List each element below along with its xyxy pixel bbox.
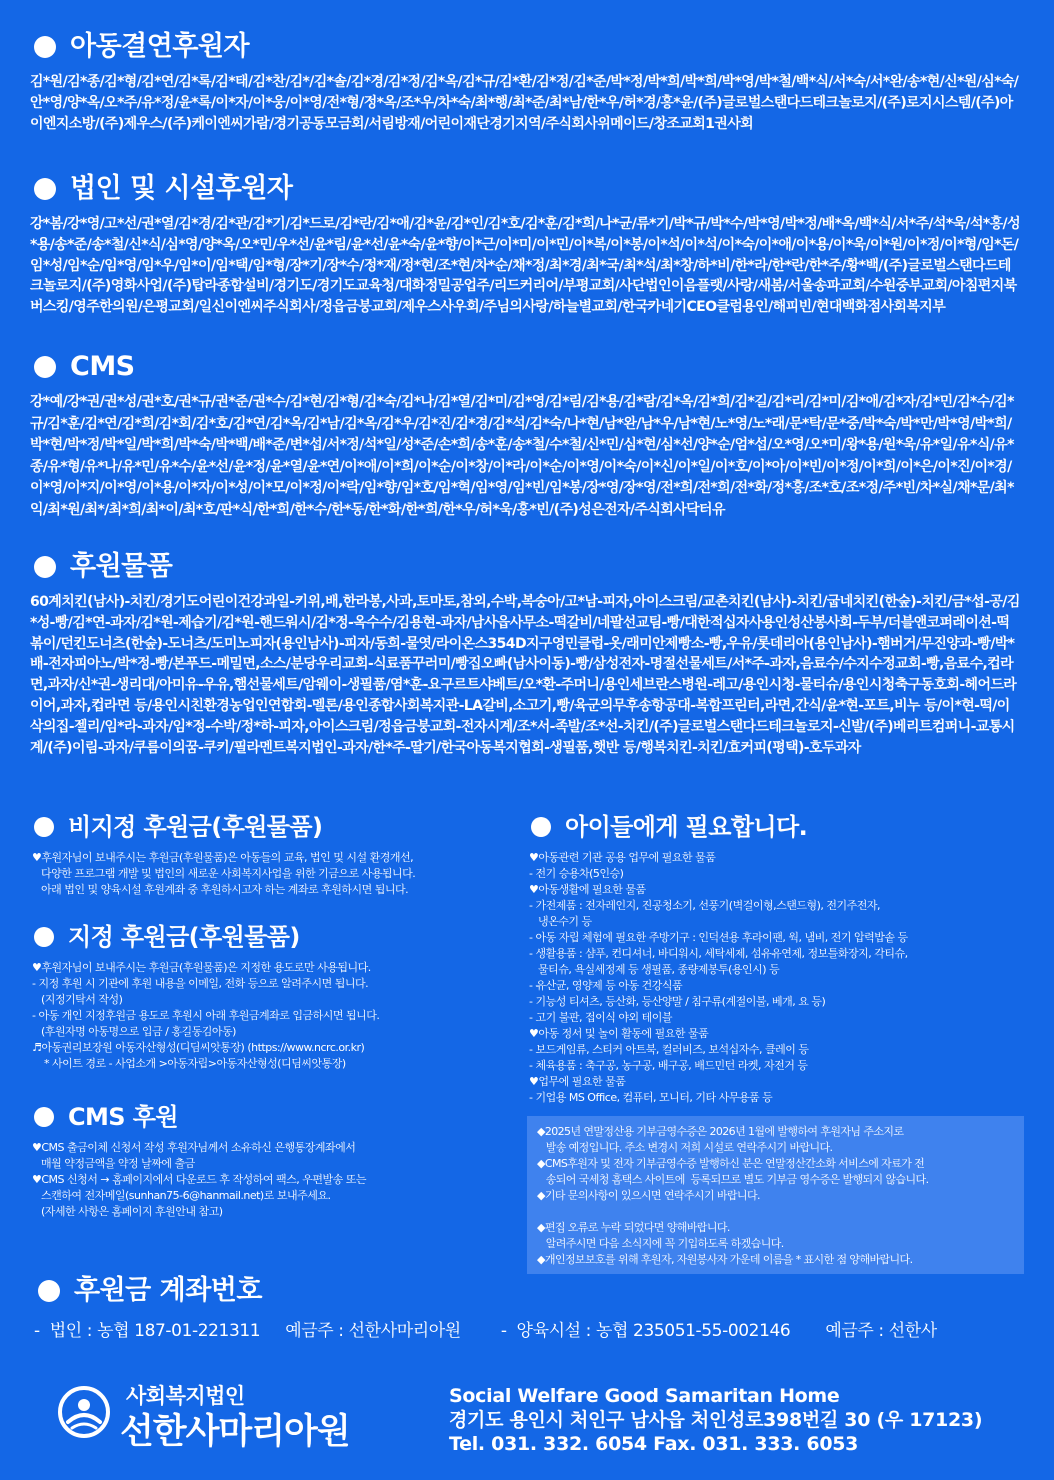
cms-support-heading xyxy=(30,1102,510,1132)
cms-support-title: CMS 후원 xyxy=(68,1103,178,1131)
english-name: Social Welfare Good Samaritan Home xyxy=(449,1385,840,1407)
corporate-sponsors-title: 법인 및 시설후원자 xyxy=(70,173,293,204)
corporate-sponsors-section xyxy=(30,172,1020,318)
bullet-icon xyxy=(34,178,56,200)
org-name: 선한사마리아원 xyxy=(120,1412,350,1452)
org-logo xyxy=(58,1380,388,1460)
cms-title: CMS xyxy=(70,351,135,382)
cms-support-section xyxy=(30,1102,510,1220)
corporate-sponsors-list: 강*봄/강*영/고*선/권*열/김*경/김*관/김*기/김*드로/김*란/김*애/김*윤/김*인/김*호/김*훈/김*희/나*균/류*기/박*규/박*수/박*영/박*정/배*옥/백*식/서*주/석*욱/석*홍/성*용/송*준/송*철/신*식/심*영/양*옥/오*민/우*선/윤*림/윤*선/윤*숙/윤*향/이*근/이*미/이*민/이*복/이*봉/이*석/이*석/이*숙/이*애/이*용/이*욱/이*원/이*정/이*형/임*돈/임*성/임*순/임*영/임*우/임*이/임*택/임*형/장*기/장*수/정*재/정*현/조*현/차*순/채*정/최*경/최*국/최*석/최*창/하*비/한*라/한*란/한*주/황*백/(주)글로벌스탠다드테크놀로지/(주)영화사업/(주)탑라종합설비/경기도/경기도교육청/대화정밀공업주/리드커리어/부평교회/사단법인이음플랫/사랑/새봄/서울송파교회/수원중부교회/아침편지북버스킹/영주한의원/은평교회/일신이엔씨주식회사/정읍금붕교회/제우스사우회/주님의사랑/하늘별교회/한국카네기CEO클럽용인/해피빈/현대백화점사회복지부 xyxy=(30,216,1020,316)
designated-title: 지정 후원금(후원물품) xyxy=(68,923,300,951)
undesignated-heading xyxy=(30,812,510,842)
designated-text: ♥후원자님이 보내주시는 후원금(후원물품)은 지정한 용도로만 사용됩니다. - 지정 후원 시 기관에 후원 내용을 이메일, 전화 등으로 알려주시면 됩니다. (지정기탁서 작성) - 아동 개인 지정후원금 용도로 후원시 아래 후원금계좌로 입금하시면 됩니다. (후원자명 아동명으로 입금 / 홍길동김아동) ♬아동권리보장원 아동자산형성(디딤씨앗통장) (https://www.ncrc.or.kr) * 사이트 경로 - 사업소개 >아동자립>아동자산형성(디딤씨앗통장) xyxy=(32,961,380,1070)
goods-list: 60계치킨(남사)-치킨/경기도어린이건강과일-키위,배,한라봉,사과,토마토,참외,수박,복숭아/고*남-피자,아이스크림/교촌치킨(남사)-치킨/굽네치킨(한숲)-치킨/금*섭-공/김*성-빵/김*연-과자/김*원-제습기/김*원-핸드워시/김*정-옥수수/김용현-과자/남사읍사무소-떡갈비/네팔선교팀-빵/대한적십자사용인성산봉사회-두부/더블앤코퍼레이션-떡볶이/던킨도너츠(한숲)-도너츠/도미노피자(용인남사)-피자/동희-물엿/라이온스354D지구영민클럽-옷/래미안제빵소-빵,우유/롯데리아(용인남사)-햄버거/무진양과-빵/박*배-전자피아노/박*정-빵/본푸드-메밀면,소스/분당우리교회-식료품꾸러미/빵집오빠(남사이동)-빵/삼성전자-명절선물세트/서*주-과자,음료수/수지수정교회-빵,음료수,컵라면,과자/신*권-생리대/아미유-우유,햄선물세트/암웨이-생필품/염*훈-요구르트샤베트/오*환-주머니/용인세브란스병원-레고/용인시청-물티슈/용인시청축구동호회-헤어드라이어,과자,컵라면 등/용인시친환경농업인연합회-멜론/용인종합사회복지관-LA갈비,소고기,빵/육군의무후송항공대-복합프린터,라면,간식/윤*현-포트,비누 등/이*현-떡/이삭의집-젤리/임*라-과자/임*정-수박/정*하-피자,아이스크림/정읍금붕교회-전자시계/조*서-족발/조*선-치킨/(주)글로벌스탠다드테크놀로지-신발/(주)베리트컴퍼니-교통시계/(주)이림-과자/쿠름이의꿈-쿠키/필라멘트복지법인-과자/한*주-딸기/한국아동복지협회-생필품,햇반 등/행복치킨-치킨/효커피(평택)-호두과자 xyxy=(30,594,1020,756)
bullet-icon xyxy=(38,1280,60,1302)
child-sponsors-heading xyxy=(30,30,1020,64)
cms-support-text: ♥CMS 출금이체 신청서 작성 후원자님께서 소유하신 은행통장계좌에서 매월 약정금액을 약정 날짜에 출금 ♥CMS 신청서 → 홈페이지에서 다운로드 후 작성하여 팩스, 우편발송 또는 스캔하여 전자메일(sunhan75-6@hanmail.net)로 보내주세요. (자세한 사항은 홈페이지 후원안내 참고) xyxy=(32,1141,366,1218)
notice-box: ◆2025년 연말정산용 기부금영수증은 2026년 1월에 발행하여 후원자님 주소지로 발송 예정입니다. 주소 변경시 저희 시설로 연락주시기 바랍니다. ◆CMS후원자 및 전자 기부금영수증 발행하신 분은 연말정산간소화 서비스에 자료가 전 송되어 국세청 홈택스 사이트에 등록되므로 별도 기부금 영수증은 발행되지 않습니다. ◆기타 문의사항이 있으시면 연락주시기 바랍니다. ◆편집 오류로 누락 되었다면 양해바랍니다. 알려주시면 다음 소식지에 꼭 기입하도록 하겠습니다. ◆개인정보보호를 위해 후원자, 자원봉사자 가운데 이름을 * 표시한 점 양해바랍니다. xyxy=(527,1116,1024,1274)
designated-section xyxy=(30,922,510,1072)
bullet-icon xyxy=(34,817,54,837)
undesignated-section xyxy=(30,812,510,898)
bullet-icon xyxy=(34,927,54,947)
cms-section xyxy=(30,350,1020,521)
bullet-icon xyxy=(34,36,56,58)
contact: Tel. 031. 332. 6054 Fax. 031. 333. 6053 xyxy=(449,1433,859,1455)
corporate-sponsors-heading xyxy=(30,172,1020,206)
bullet-icon xyxy=(531,817,551,837)
accounts-section xyxy=(30,1274,1020,1308)
org-type: 사회복지법인 xyxy=(126,1384,245,1408)
child-sponsors-title: 아동결연후원자 xyxy=(70,31,250,62)
accounts-title: 후원금 계좌번호 xyxy=(74,1275,262,1306)
undesignated-text: ♥후원자님이 보내주시는 후원금(후원물품)은 아동들의 교육, 법인 및 시설 환경개선, 다양한 프로그램 개발 및 법인의 새로운 사회복지사업을 위한 기금으로 사용됩니다. 아래 법인 및 양육시설 후원계좌 중 후원하시고자 하는 계좌로 후원하시면 됩니다. xyxy=(32,851,416,896)
goods-section xyxy=(30,550,1020,758)
address: 경기도 용인시 처인구 남사읍 처인성로398번길 30 (우 17123) xyxy=(449,1409,983,1431)
needs-heading xyxy=(527,812,1027,842)
samaritan-logo-icon xyxy=(58,1386,110,1438)
footer-info xyxy=(449,1384,1029,1456)
child-sponsors-list: 김*원/김*종/김*형/김*연/김*록/김*태/김*찬/김*/김*솔/김*경/김*정/김*옥/김*규/김*환/김*정/김*준/박*정/박*희/박*희/박*영/박*철/백*식/서*숙/서*완/송*현/신*원/심*숙/안*영/양*옥/오*주/유*정/윤*록/이*자/이*웅/이*영/전*형/정*옥/조*우/차*숙/최*행/최*준/최*남/한*우/허*경/홍*윤/(주)글로벌스탠다드테크놀로지/(주)로지시스템/(주)아이엔지소방/(주)제우스/(주)케이엔씨가람/경기공동모금회/서림방재/어린이재단경기지역/주식회사위메이드/창조교회1권사회 xyxy=(30,74,1019,132)
cms-heading xyxy=(30,350,1020,384)
needs-title: 아이들에게 필요합니다. xyxy=(565,813,808,841)
bullet-icon xyxy=(34,356,56,378)
needs-text: ♥아동관련 기관 공용 업무에 필요한 물품 - 전기 승용차(5인승) ♥아동생활에 필요한 물품 - 가전제품 : 전자레인지, 진공청소기, 선풍기(벽걸이형,스탠드형), 전기주전자, 냉온수기 등 - 아동 자립 체험에 필요한 주방기구 : 인덕션용 후라이팬, 웍, 냄비, 전기 압력밥솥 등 - 생활용품 : 샴푸, 컨디셔너, 바디워시, 세탁세제, 섬유유연제, 정보틀화장지, 각티슈, 물티슈, 욕실세정제 등 생필품, 종량제봉투(용인시) 등 - 유산균, 영양제 등 아동 건강식품 - 기능성 티셔츠, 등산화, 등산양말 / 침구류(계절이불, 베개, 요 등) - 고기 불판, 접이식 야외 테이블 ♥아동 정서 및 놀이 활동에 필요한 물품 - 보드게임류, 스티커 아트북, 컬러비즈, 보석십자수, 클레이 등 - 체육용품 : 축구공, 농구공, 배구공, 배드민턴 라켓, 자전거 등 ♥업무에 필요한 물품 - 기업용 MS Office, 컴퓨터, 모니터, 기타 사무용품 등 xyxy=(529,851,908,1104)
needs-section xyxy=(527,812,1027,1106)
goods-heading xyxy=(30,550,1020,584)
accounts-text: - 법인 : 농협 187-01-221311 예금주 : 선한사마리아원 - 양육시설 : 농협 235051-55-002146 예금주 : 선한사 xyxy=(34,1321,937,1341)
bullet-icon xyxy=(34,556,56,578)
bullet-icon xyxy=(34,1107,54,1127)
child-sponsors-section xyxy=(30,30,1020,134)
designated-heading xyxy=(30,922,510,952)
cms-list: 강*예/강*권/권*성/권*호/권*규/권*준/권*수/김*현/김*형/김*숙/김*나/김*열/김*미/김*영/김*림/김*용/김*람/김*옥/김*희/김*길/김*리/김*미/김*애/김*자/김*민/김*수/김*규/김*훈/김*연/김*희/김*회/김*호/김*연/김*옥/김*남/김*옥/김*우/김*진/김*경/김*석/김*숙/나*현/남*완/남*우/남*현/노*영/노*래/문*탁/문*중/박*숙/박*만/박*영/박*희/박*현/박*정/박*일/박*희/박*숙/박*백/배*준/변*섭/서*정/석*일/성*준/손*희/송*훈/송*철/수*철/신*민/심*현/심*선/양*순/엄*섭/오*영/오*미/왕*용/원*욱/유*일/유*식/유*종/유*형/유*나/유*민/유*수/윤*선/윤*정/윤*열/윤*연/이*애/이*희/이*순/이*창/이*라/이*순/이*영/이*숙/이*신/이*일/이*호/이*아/이*빈/이*정/이*희/이*은/이*진/이*경/이*영/이*지/이*영/이*용/이*자/이*성/이*모/이*정/이*락/임*향/임*호/임*혁/임*영/임*빈/임*봉/장*영/장*영/전*희/전*희/전*화/정*홍/조*호/조*정/주*빈/차*실/채*문/최*익/최*원/최*/최*희/최*이/최*호/판*식/한*희/한*수/한*동/한*화/한*희/한*우/허*욱/홍*빈/(주)성은전자/주식회사닥터유 xyxy=(30,394,1014,518)
undesignated-title: 비지정 후원금(후원물품) xyxy=(68,813,323,841)
goods-title: 후원물품 xyxy=(70,551,173,582)
accounts-heading xyxy=(30,1274,1020,1308)
